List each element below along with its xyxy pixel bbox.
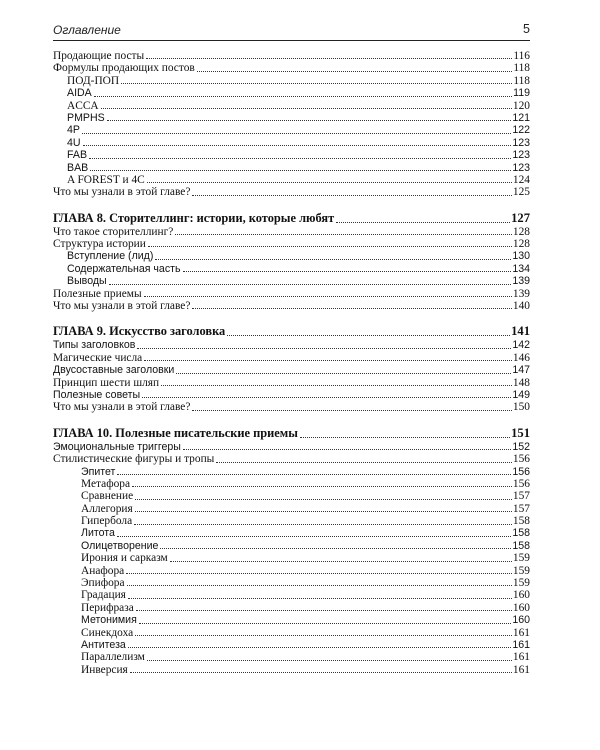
toc-entry[interactable] xyxy=(53,50,530,62)
dot-leader xyxy=(336,222,510,223)
dot-leader xyxy=(135,499,512,500)
toc-entry-title: Ирония и сарказм xyxy=(81,552,168,565)
toc-entry-title: PMPHS xyxy=(67,111,105,124)
toc-page-number: 148 xyxy=(512,376,530,389)
toc-entry-title: Аллегория xyxy=(81,502,133,515)
toc-entry-title: Вступление (лид) xyxy=(67,250,154,263)
dot-leader xyxy=(107,120,512,121)
toc-chapter[interactable] xyxy=(53,210,530,226)
toc-entry[interactable] xyxy=(53,100,530,112)
toc-entry[interactable] xyxy=(53,441,530,453)
dot-leader xyxy=(136,610,512,611)
toc-entry[interactable] xyxy=(53,275,530,287)
toc-entry[interactable] xyxy=(53,490,530,502)
toc-entry[interactable] xyxy=(53,352,530,364)
toc-entry[interactable] xyxy=(53,238,530,250)
toc-entry-title: 4P xyxy=(67,124,80,137)
toc-entry[interactable] xyxy=(53,577,530,589)
dot-leader xyxy=(130,672,512,673)
toc-page-number: 123 xyxy=(512,161,530,174)
toc-page-number: 158 xyxy=(512,527,530,540)
toc-page-number: 141 xyxy=(511,324,530,339)
dot-leader xyxy=(170,561,512,562)
toc-page-number: 159 xyxy=(512,552,530,565)
toc-entry-title: Формулы продающих постов xyxy=(53,62,195,75)
dot-leader xyxy=(192,195,512,196)
toc-entry[interactable] xyxy=(53,515,530,527)
toc-page-number: 160 xyxy=(512,589,530,602)
toc-entry-title: Эмоциональные триггеры xyxy=(53,440,181,453)
toc-page-number: 127 xyxy=(511,210,530,225)
toc-entry[interactable] xyxy=(53,552,530,564)
toc-entry-title: Содержательная часть xyxy=(67,262,181,275)
toc-entry[interactable] xyxy=(53,565,530,577)
dot-leader xyxy=(146,58,512,59)
toc-page-number: 123 xyxy=(512,136,530,149)
toc-entry-title: 4U xyxy=(67,136,81,149)
toc-entry-title: Стилистические фигуры и тропы xyxy=(53,453,215,466)
toc-page-number: 124 xyxy=(512,173,530,186)
toc-page-number: 157 xyxy=(512,490,530,503)
dot-leader xyxy=(134,524,512,525)
dot-leader xyxy=(128,647,511,648)
dot-leader xyxy=(137,348,511,349)
toc-page-number: 118 xyxy=(513,62,530,75)
dot-leader xyxy=(147,660,512,661)
dot-leader xyxy=(89,158,511,159)
toc-chapter[interactable] xyxy=(53,323,530,339)
toc-entry-title: ГЛАВА 9. Искусство заголовка xyxy=(53,324,226,339)
toc-page-number: 152 xyxy=(512,440,530,453)
dot-leader xyxy=(83,145,512,146)
toc-page-number: 120 xyxy=(512,99,530,112)
toc-page-number: 156 xyxy=(512,477,530,490)
toc-entry-title: Что мы узнали в этой главе? xyxy=(53,401,191,414)
toc-page-number: 123 xyxy=(512,149,530,162)
toc-entry[interactable] xyxy=(53,339,530,351)
toc-entry[interactable] xyxy=(53,602,530,614)
dot-leader xyxy=(117,536,511,537)
toc-page-number: 160 xyxy=(512,601,530,614)
toc-chapter[interactable] xyxy=(53,425,530,441)
toc-entry-title: Выводы xyxy=(67,275,107,288)
dot-leader xyxy=(147,182,512,183)
toc-entry-title: Полезные приемы xyxy=(53,287,142,300)
toc-page-number: 161 xyxy=(512,639,530,651)
toc-page-number: 156 xyxy=(512,453,530,466)
toc-entry-title: A FOREST и 4C xyxy=(67,173,145,186)
toc-entry[interactable] xyxy=(53,250,530,262)
toc-entry[interactable] xyxy=(53,62,530,74)
section-gap xyxy=(53,414,530,425)
toc-entry-title: Двусоставные заголовки xyxy=(53,364,175,377)
toc-entry[interactable] xyxy=(53,288,530,300)
toc-page-number: 159 xyxy=(512,564,530,577)
toc-page-number: 161 xyxy=(512,663,530,676)
toc-page-number: 125 xyxy=(512,186,530,199)
toc-entry-title: Что мы узнали в этой главе? xyxy=(53,186,191,199)
toc-page-number: 149 xyxy=(512,388,530,401)
toc-page-number: 122 xyxy=(512,124,530,137)
toc-entry-title: Типы заголовков xyxy=(53,339,136,352)
dot-leader xyxy=(192,410,512,411)
dot-leader xyxy=(117,474,511,475)
toc-entry[interactable] xyxy=(53,364,530,376)
toc-entry[interactable] xyxy=(53,651,530,663)
toc-entry-title: ГЛАВА 8. Сторителлинг: истории, которые любят xyxy=(53,210,335,225)
toc-entry[interactable] xyxy=(53,300,530,312)
toc-entry[interactable] xyxy=(53,639,530,651)
dot-leader xyxy=(148,246,512,247)
toc-entry[interactable] xyxy=(53,226,530,238)
section-gap xyxy=(53,312,530,323)
dot-leader xyxy=(127,585,512,586)
dot-leader xyxy=(94,96,512,97)
toc-page-number: 151 xyxy=(511,425,530,440)
toc-entry-title: Градация xyxy=(81,589,126,602)
toc-entry[interactable] xyxy=(53,186,530,198)
toc-entry-title: Структура истории xyxy=(53,238,146,251)
dot-leader xyxy=(142,397,511,398)
toc-entry-title: Инверсия xyxy=(81,663,128,676)
toc-page-number: 116 xyxy=(513,49,530,62)
dot-leader xyxy=(121,83,512,84)
dot-leader xyxy=(135,511,512,512)
toc-entry[interactable] xyxy=(53,174,530,186)
toc-entry-title: AIDA xyxy=(67,87,92,100)
toc-entry-title: ГЛАВА 10. Полезные писательские приемы xyxy=(53,425,298,440)
toc-entry[interactable] xyxy=(53,401,530,413)
toc-entry-title: FAB xyxy=(67,149,88,162)
dot-leader xyxy=(128,598,512,599)
toc-entry[interactable] xyxy=(53,589,530,601)
toc-page-number: 156 xyxy=(512,465,530,478)
dot-leader xyxy=(144,360,512,361)
toc-entry-title: Метонимия xyxy=(81,614,137,627)
toc-entry-title: ПОД-ПОП xyxy=(67,74,120,87)
dot-leader xyxy=(183,449,511,450)
toc-page-number: 119 xyxy=(513,87,530,100)
toc-page-number: 139 xyxy=(512,287,530,300)
toc-page-number: 142 xyxy=(512,339,530,352)
toc-entry[interactable] xyxy=(53,377,530,389)
header-page-number: 5 xyxy=(523,22,530,36)
toc-entry-title: Магические числа xyxy=(53,351,143,364)
toc-page-number: 161 xyxy=(512,651,530,664)
dot-leader xyxy=(155,259,511,260)
toc-entry-title: Эпитет xyxy=(81,465,116,478)
dot-leader xyxy=(227,335,510,336)
toc-entry[interactable] xyxy=(53,528,530,540)
header-title: Оглавление xyxy=(53,23,121,37)
toc-entry-title: Полезные советы xyxy=(53,388,141,401)
toc-entry[interactable] xyxy=(53,478,530,490)
toc-page-number: 128 xyxy=(512,225,530,238)
dot-leader xyxy=(192,308,512,309)
toc-entry[interactable] xyxy=(53,664,530,676)
toc-entry[interactable] xyxy=(53,263,530,275)
toc-entry-title: Перифраза xyxy=(81,601,134,614)
toc-page-number: 147 xyxy=(512,364,530,377)
toc-page-number: 159 xyxy=(512,577,530,590)
toc-page-number: 130 xyxy=(512,250,530,263)
toc-entry-title: Что такое сторителлинг? xyxy=(53,225,174,238)
toc-page-number: 121 xyxy=(512,111,530,124)
dot-leader xyxy=(216,462,512,463)
dot-leader xyxy=(197,71,513,72)
toc-entry[interactable] xyxy=(53,540,530,552)
dot-leader xyxy=(101,108,512,109)
dot-leader xyxy=(175,234,512,235)
dot-leader xyxy=(183,271,512,272)
toc-entry-title: Сравнение xyxy=(81,490,134,503)
dot-leader xyxy=(176,373,511,374)
toc-page-number: 118 xyxy=(513,74,530,87)
toc-entry-title: Что мы узнали в этой главе? xyxy=(53,300,191,313)
toc-entry[interactable] xyxy=(53,614,530,626)
dot-leader xyxy=(82,133,511,134)
toc-page-number: 150 xyxy=(512,401,530,414)
toc-entry[interactable] xyxy=(53,453,530,465)
toc-entry-title: Синекдоха xyxy=(81,626,134,639)
toc-page-number: 134 xyxy=(512,262,530,275)
toc-page-number: 140 xyxy=(512,300,530,313)
toc-entry[interactable] xyxy=(53,124,530,136)
toc-entry-title: Принцип шести шляп xyxy=(53,376,160,389)
toc-entry-title: BAB xyxy=(67,161,89,174)
toc-entry-title: Литота xyxy=(81,527,115,540)
toc-entry-title: Эпифора xyxy=(81,577,125,590)
dot-leader xyxy=(126,573,512,574)
toc-page-number: 158 xyxy=(512,515,530,528)
toc-page-number: 160 xyxy=(512,614,530,627)
toc-entry-title: Параллелизм xyxy=(81,651,145,664)
table-of-contents xyxy=(53,50,530,676)
dot-leader xyxy=(300,437,510,438)
toc-page-number: 139 xyxy=(512,275,530,288)
dot-leader xyxy=(132,486,512,487)
toc-entry-title: Метафора xyxy=(81,477,131,490)
toc-entry-title: Анафора xyxy=(81,564,125,577)
toc-entry-title: Гипербола xyxy=(81,515,133,528)
toc-page-number: 128 xyxy=(512,238,530,251)
toc-entry[interactable] xyxy=(53,75,530,87)
toc-entry[interactable] xyxy=(53,389,530,401)
toc-page-number: 158 xyxy=(512,539,530,552)
toc-page-number: 157 xyxy=(512,502,530,515)
toc-entry-title: ACCA xyxy=(67,99,99,112)
toc-entry[interactable] xyxy=(53,627,530,639)
toc-entry[interactable] xyxy=(53,112,530,124)
toc-entry-title: Олицетворение xyxy=(81,539,159,552)
toc-entry-title: Продающие посты xyxy=(53,49,145,62)
dot-leader xyxy=(109,284,512,285)
dot-leader xyxy=(161,385,512,386)
toc-entry[interactable] xyxy=(53,162,530,174)
section-gap xyxy=(53,199,530,210)
dot-leader xyxy=(160,548,511,549)
toc-page-number: 146 xyxy=(512,351,530,364)
toc-entry-title: Антитеза xyxy=(81,639,126,651)
toc-entry[interactable] xyxy=(53,466,530,478)
dot-leader xyxy=(135,635,512,636)
dot-leader xyxy=(90,170,511,171)
toc-entry[interactable] xyxy=(53,149,530,161)
toc-entry[interactable] xyxy=(53,503,530,515)
toc-page-number: 161 xyxy=(512,626,530,639)
dot-leader xyxy=(139,623,511,624)
running-header xyxy=(53,22,530,41)
dot-leader xyxy=(144,296,512,297)
toc-entry[interactable] xyxy=(53,137,530,149)
toc-entry[interactable] xyxy=(53,87,530,99)
